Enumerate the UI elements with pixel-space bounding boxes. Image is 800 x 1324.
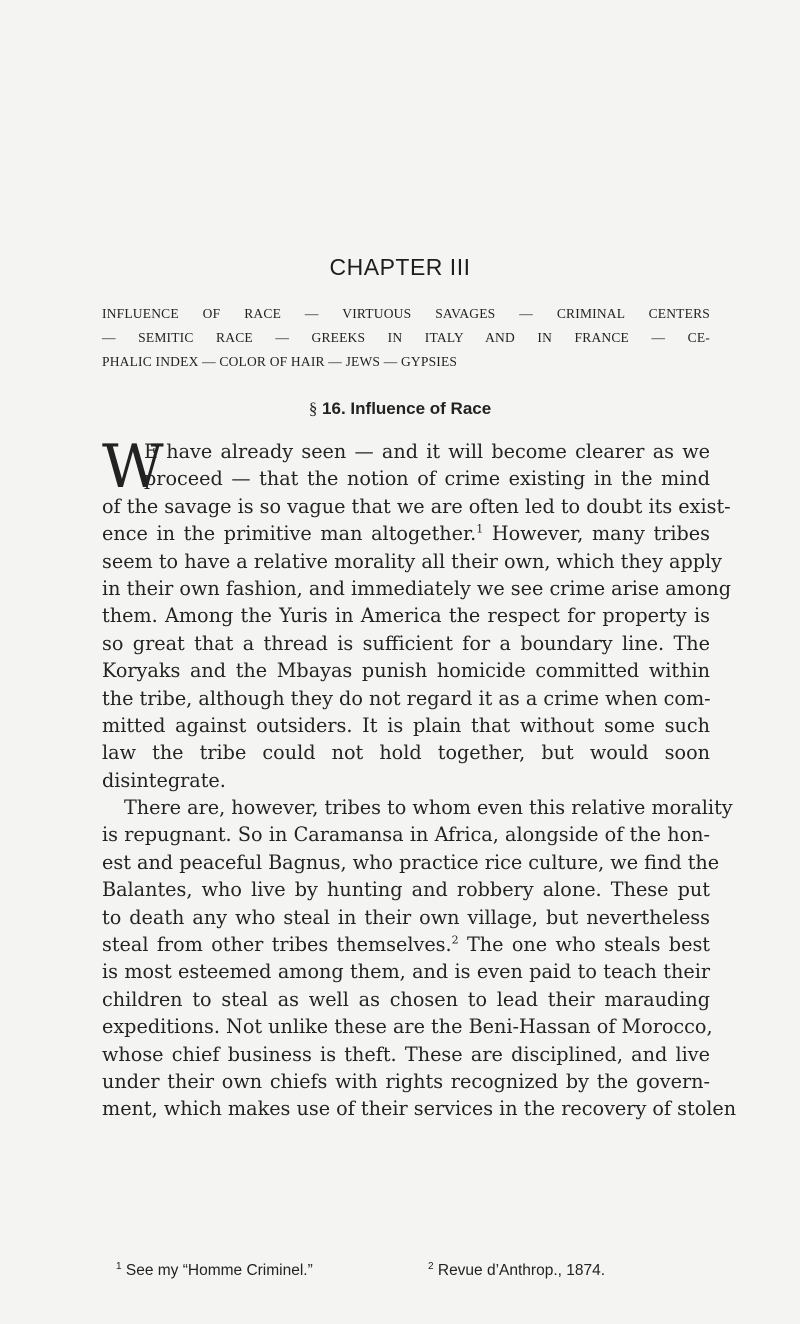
- text-line: Koryaks and the Mbayas punish homicide committed within: [102, 659, 710, 683]
- text-line: Balantes, who live by hunting and robbery alone. These put: [102, 878, 710, 902]
- footnote-ref: 1: [476, 522, 484, 536]
- text-line: [102, 520, 710, 547]
- drop-cap: W: [102, 432, 164, 502]
- text-line: disintegrate.: [102, 768, 226, 792]
- text-line: children to steal as well as chosen to lead their marauding: [102, 987, 710, 1011]
- text-line: proceed — that the notion of crime existing in the mind: [144, 467, 710, 491]
- section-title-text: Influence of Race: [350, 399, 492, 418]
- text-line: in their own fashion, and immediately we see crime arise among: [102, 576, 732, 600]
- text-line: the tribe, although they do not regard it as a crime when com-: [102, 686, 711, 710]
- text-line: There are, however, tribes to whom even this relative morality: [124, 796, 733, 820]
- text-line: ment, which makes use of their services in the recovery of stolen: [102, 1097, 737, 1121]
- text-line: law the tribe could not hold together, but would soon: [102, 741, 710, 765]
- text-line: to death any who steal in their own village, but nevertheless: [102, 905, 710, 929]
- body-text: [102, 432, 737, 1123]
- text-line: them. Among the Yuris in America the respect for property is: [102, 604, 710, 628]
- text-line: mitted against outsiders. It is plain that without some such: [102, 713, 710, 737]
- text-line: [102, 931, 710, 958]
- text-line: E have already seen — and it will become clearer as we: [144, 440, 710, 463]
- text-fragment: The one who steals best: [458, 933, 710, 957]
- section-symbol: §: [308, 399, 318, 418]
- chapter-title: CHAPTER III: [329, 254, 471, 280]
- text-line: expeditions. Not unlike these are the Beni-Hassan of Morocco,: [102, 1015, 713, 1039]
- footnote-number: 2: [428, 1260, 434, 1272]
- text-fragment: However, many tribes: [483, 522, 710, 546]
- footnote-number: 1: [116, 1260, 122, 1272]
- text-fragment: ence in the primitive man altogether.: [102, 522, 477, 546]
- footnote-text: Revue d’Anthrop., 1874.: [433, 1262, 606, 1279]
- text-line: is repugnant. So in Caramansa in Africa, alongside of the hon-: [102, 823, 710, 847]
- text-line: under their own chiefs with rights recognized by the govern-: [102, 1069, 710, 1093]
- chapter-summary: [102, 302, 710, 374]
- footnote-ref: 2: [451, 933, 459, 947]
- footnote-2: [428, 1262, 605, 1280]
- text-line: seem to have a relative morality all their own, which they apply: [102, 549, 723, 573]
- summary-line: PHALIC INDEX — COLOR OF HAIR — JEWS — GYPSIES: [102, 354, 458, 369]
- text-fragment: steal from other tribes themselves.: [102, 933, 452, 957]
- section-heading: [0, 399, 800, 419]
- summary-line: — SEMITIC RACE — GREEKS IN ITALY AND IN FRANCE — CE-: [102, 330, 710, 345]
- summary-line: INFLUENCE OF RACE — VIRTUOUS SAVAGES — CRIMINAL CENTERS: [102, 306, 710, 321]
- text-line: of the savage is so vague that we are often led to doubt its exist-: [102, 494, 731, 518]
- text-line: est and peaceful Bagnus, who practice rice culture, we find the: [102, 850, 720, 874]
- footnote-text: See my “Homme Criminel.”: [121, 1262, 313, 1279]
- section-number: 16.: [322, 399, 346, 418]
- footnote-1: [116, 1262, 313, 1280]
- text-line: so great that a thread is sufficient for a boundary line. The: [102, 631, 710, 655]
- text-line: whose chief business is theft. These are disciplined, and live: [102, 1042, 710, 1066]
- text-line: is most esteemed among them, and is even paid to teach their: [102, 960, 710, 984]
